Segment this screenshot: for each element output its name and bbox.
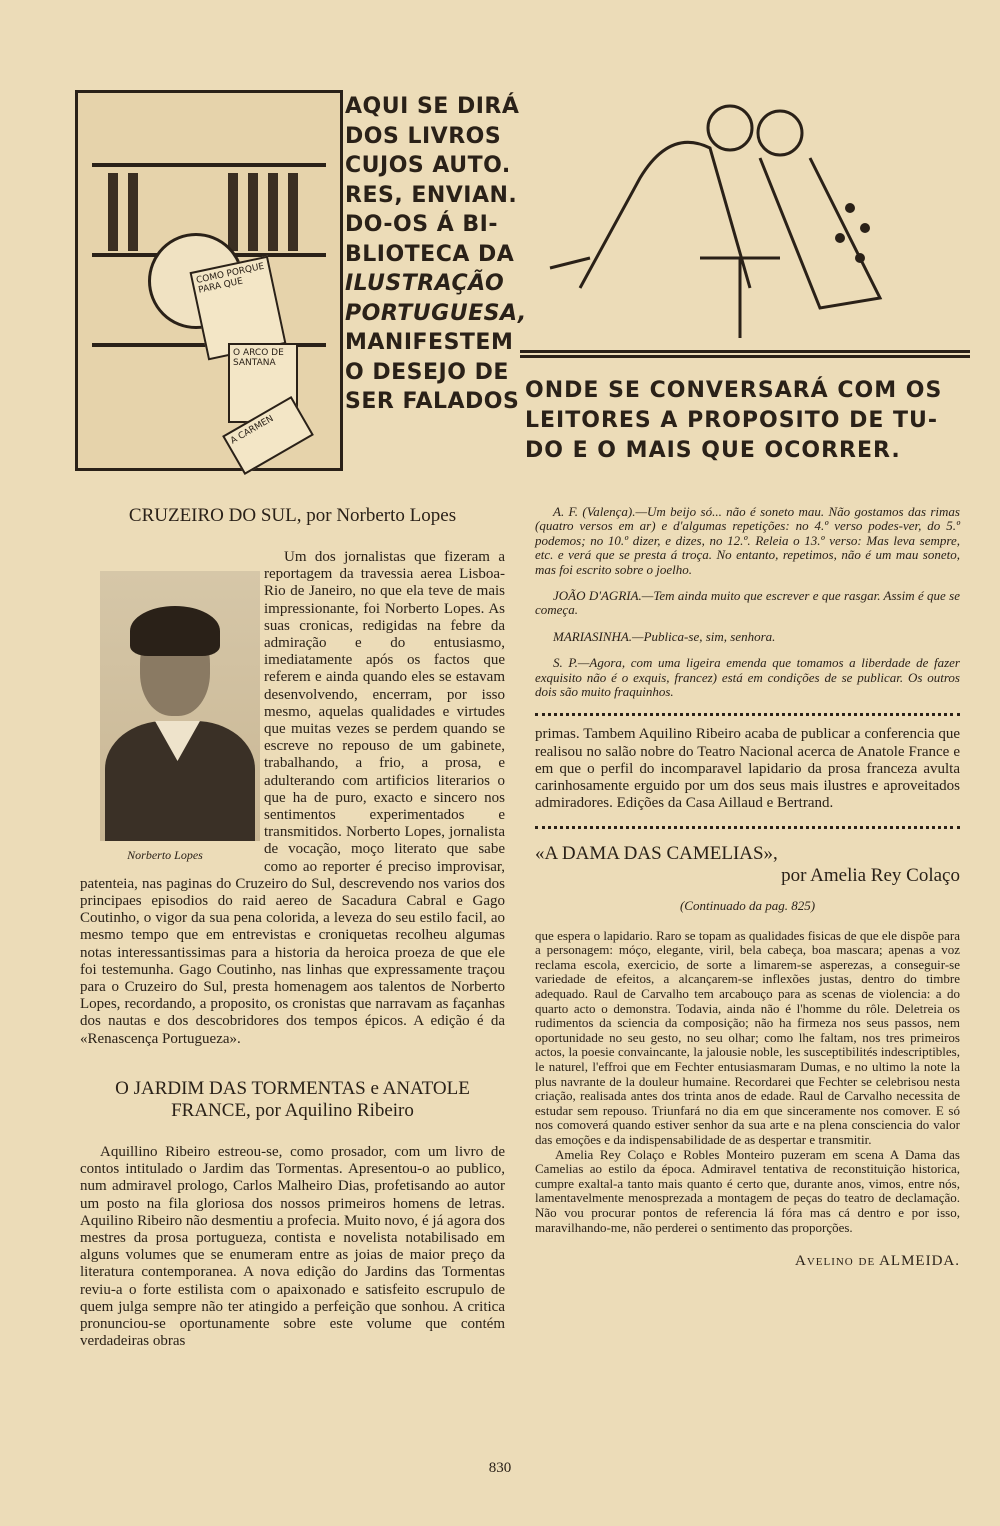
reply: JOÃO D'AGRIA.—Tem ainda muito que escrever e que rasgar. Assim é que se começa.: [535, 588, 960, 618]
article-title: O JARDIM DAS TORMENTAS e ANATOLE FRANCE, por Aquilino Ribeiro: [115, 1077, 470, 1121]
book-cover-text: O ARCO DE SANTANA: [228, 343, 298, 423]
article-body: Aquillino Ribeiro estreou-se, como prosador, com um livro de contos intitulado o Jardim das Tormentas. Apresentou-o ao publico, num admiravel prologo, Carlos Malheiro Dias, profetisando ao autor um posto na fila gloriosa dos nossos primeiros homens de letras. Aquilino Ribeiro não desmentiu a profecia. Muito novo, é já agora dos mestres da prosa portugueza, contista e novelista notabilisado em alguns volumes que se enumeram entre as joias de maior preço da literatura contemporanea. A nova edição do Jardins das Tormentas reviu-a o forte estilista com o apaixonado e satisfeito escrupulo de quem julga sempre não ter atingido a perfeição que sonhou. A critica pronunciou-se oportunamente sobre este volume que contém verdadeiras obras: [80, 1143, 505, 1350]
photo-caption: Norberto Lopes: [127, 848, 203, 862]
page-number: 830: [488, 1460, 512, 1476]
heading-line: LEITORES A PROPOSITO DE TU-: [525, 408, 939, 433]
article-body: Amelia Rey Colaço e Robles Monteiro puzeram em scena A Dama das Camelias ao estilo da época. Admiravel tentativa de reconstituição historica, cumpre exaltal-a tanto mais quanto é certo que, durante anos, vimos, entre nós, lamentavelmente menosprezada a montagem de peças do teatro de declamação. Não vou procurar pontos de referencia lá fóra mas cá dentro e por isso, maravilhando-me, não perderei o sentimento das proporções.: [535, 1146, 960, 1235]
books-section-heading: [345, 92, 527, 417]
heading-line: SER FALADOS: [345, 389, 520, 414]
continued-note: (Continuado da pag. 825): [679, 898, 816, 914]
dotted-divider: [535, 826, 960, 829]
heading-line: RES, ENVIAN.: [345, 182, 518, 208]
dotted-divider: [535, 713, 960, 716]
signature: Avelino de ALMEIDA.: [794, 1253, 960, 1270]
reply: MARIASINHA.—Publica-se, sim, senhora.: [553, 628, 776, 644]
heading-line: PORTUGUESA,: [345, 300, 527, 326]
heading-line: AQUI SE DIRÁ: [345, 94, 520, 119]
author-photo: [80, 571, 250, 864]
reply: S. P.—Agora, com uma ligeira emenda que tomamos a liberdade de fazer exquisito não é o exquis, francez) está em condições de se publicar. Os outros dois são muito fraquinhos.: [535, 655, 960, 700]
heading-line: ILUSTRAÇÃO: [345, 271, 505, 296]
heading-line: O DESEJO DE: [345, 359, 509, 385]
letters-section-heading: [525, 376, 970, 466]
library-illustration: [75, 90, 343, 471]
right-column: [535, 505, 960, 1270]
heading-line: BLIOTECA DA: [345, 241, 515, 267]
book-cover-text: COMO PORQUE PARA QUE: [190, 256, 287, 361]
divider: [520, 355, 970, 358]
reply: A. F. (Valença).—Um beijo só... não é soneto mau. Não gostamos das rimas (quatro versos em ar) e d'algumas repetições: no 4.º verso podes-ver, do 5.º podemos; no 10.º dizer, e dizes, no 12.º. Releia o 13.º verso: Mas leva sempre, etc. e verá que se presta á troça. No entanto, repetimos, não é um mau soneto, mas foi escrito sobre o joelho.: [535, 504, 960, 577]
article-title: «A DAMA DAS CAMELIAS»,: [535, 843, 778, 865]
heading-line: MANIFESTEM: [345, 330, 514, 355]
conversation-illustration: [520, 88, 970, 353]
heading-line: DO-OS Á BI-: [345, 212, 498, 237]
heading-line: DO E O MAIS QUE OCORRER.: [525, 438, 901, 463]
heading-line: DOS LIVROS: [345, 123, 502, 149]
article-continuation: primas. Tambem Aquilino Ribeiro acaba de publicar a conferencia que realisou no salão nobre do Teatro Nacional acerca de Anatole France e em que o perfil do incomparavel lapidario da prosa franceza avulta carinhosamente erguido por um dos seus mais ilustres e aproveitados admiradores. Edições da Casa Aillaud e Bertrand.: [535, 726, 960, 812]
heading-line: CUJOS AUTO.: [345, 153, 511, 178]
reader-replies: [535, 505, 960, 699]
article-body: que espera o lapidario. Raro se topam as qualidades fisicas de que ele dispõe para a personagem: móço, elegante, viril, bela cabeça, boa mascara; apenas a voz reclama escola, exercicio, de sorte a limarem-se asperezas, a conseguir-se variedade de efeitos, a alcançarem-se inflexões justas, dentro do timbre adequado. Raul de Carvalho tem arcabouço para as scenas de violencia: a do quarto acto o demonstra. Todavia, ainda não é l'homme du rôle. Deletreia os rudimentos da sciencia da composição; não ha firmeza nos seus passos, nem oportunidade no seu gesto, no seu olhar; como lhe faltam, nos tres primeiros actos, la poesie convaincante, la jalousie noble, les susceptibilités indescriptibles, le naturel, l'effroi que em Fechter entusiasmaram Dumas, e no ultimo la note la plus navrante de la douleur humaine. Recordarei que Fechter se celebrisou nesta criação, realisada antes dos trinta anos de edade. Raul de Carvalho necessita de estudar sem repouso. Triunfará no dia em que sinceramente nos comover. E só nos comoverá quando estiver senhor da sua arte e na plena consciencia do valor das emoções e da indispensabilidade de as despertar e transmitir.: [535, 927, 960, 1147]
article-subtitle: por Amelia Rey Colaço: [781, 865, 960, 887]
heading-line: ONDE SE CONVERSARÁ COM OS: [525, 378, 943, 403]
book-cover-text: A CARMEN: [222, 396, 314, 475]
article-body: Um dos jornalistas que fizeram a reportagem da travessia aerea Lisboa-Rio de Janeiro, no que ela teve de mais impressionante, foi Norberto Lopes. As suas cronicas, redigidas na febre da admiração e do entusiasmo, imediatamente após os factos que referem e ainda quando eles se estavam desenvolvendo, encerram, por isso mesmo, aquelas qualidades e virtudes que muitas vezes se perdem quando se escreve no repouso de um gabinete, trabalhando, a frio, a prosa, e adulterando com artificios literarios o que ha de puro, exacto e sincero nos sentimentos experimentados e transmitidos. Norberto Lopes, jornalista de vocação, moço literato que sabe como ao reporter é preciso improvisar, patenteia, nas paginas do Cruzeiro do Sul, descrevendo nos varios dos principaes episodios do raid aereo de Sacadura Cabral e Gago Coutinho, o vigor da sua pena colorida, a leveza do seu estilo facil, ao mesmo tempo que em entrevistas e croniquetas recolheu algumas notas interessantissimas para a historia da heroica proeza de que ele foi testemunha. Gago Coutinho, nas linhas que expressamente traçou para o Cruzeiro do Sul, presta homenagem aos talentos de Norberto Lopes, recordando, a proposito, os cronistas que narravam as façanhas dos nautas e dos descobridores dos tempos épicos. A edição é da «Renascença Portugueza».: [80, 549, 505, 1047]
article-title: CRUZEIRO DO SUL, por Norberto Lopes: [128, 505, 457, 526]
left-column: [80, 505, 505, 1350]
